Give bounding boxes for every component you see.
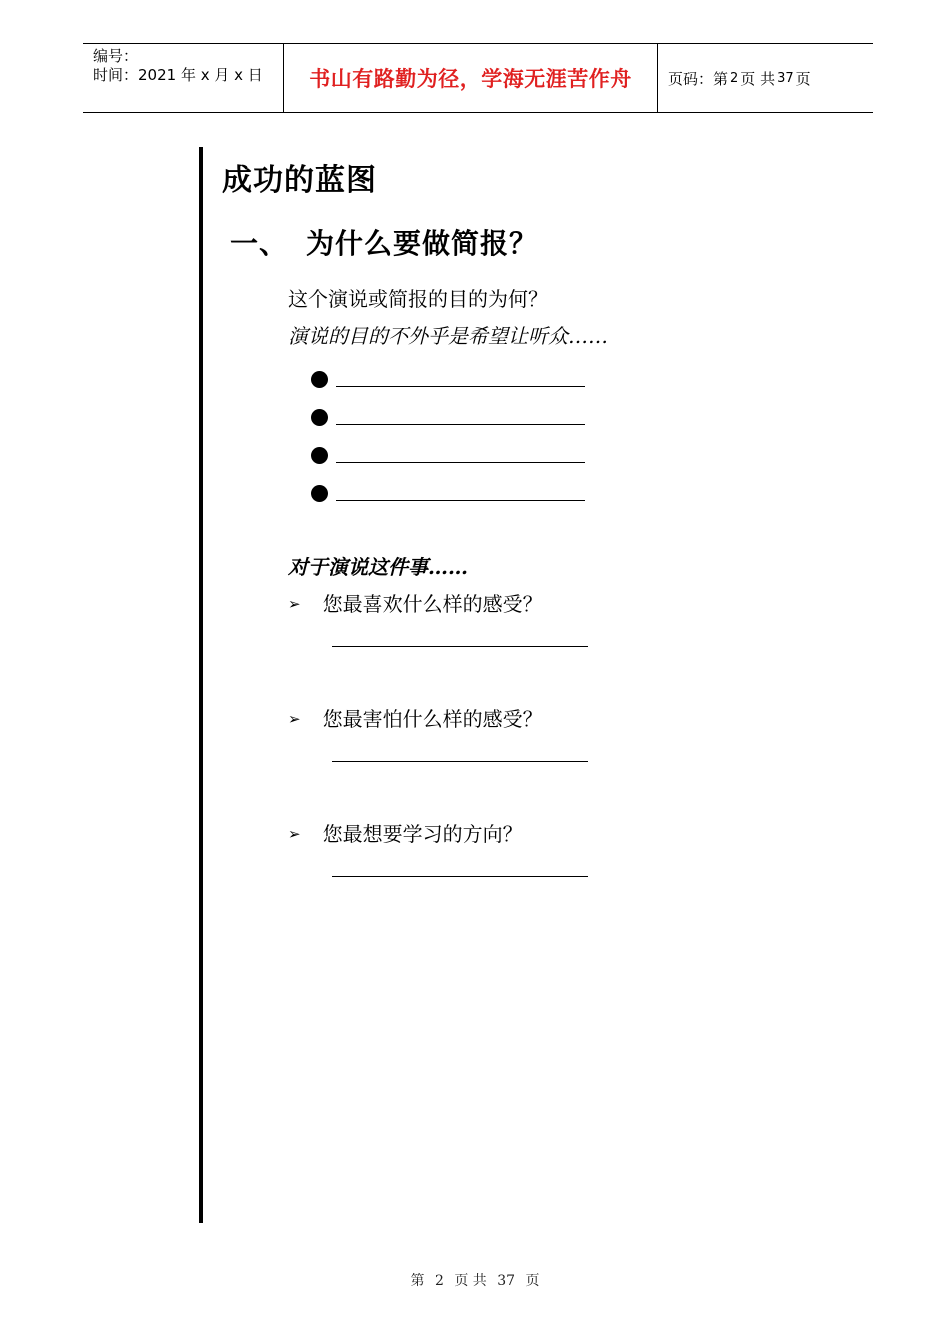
page-suffix: 页 <box>795 69 811 88</box>
answer-bullet-list <box>311 360 585 512</box>
purpose-prompt: 演说的目的不外乎是希望让听众…… <box>288 324 608 348</box>
bullet-dot-icon <box>311 371 328 388</box>
bullet-dot-icon <box>311 485 328 502</box>
header-meta <box>83 44 284 112</box>
footer-suffix: 页 <box>525 1273 540 1289</box>
question-text: 您最想要学习的方向？ <box>322 822 523 846</box>
left-margin-bar <box>199 147 203 1223</box>
footer-current: 2 <box>434 1273 444 1289</box>
arrow-bullet-icon: ➢ <box>288 710 301 728</box>
page-prefix: 页码：第 <box>668 69 729 88</box>
page-header <box>83 43 873 113</box>
answer-bullet <box>311 474 585 512</box>
footer-prefix: 第 <box>410 1273 425 1289</box>
answer-bullet <box>311 398 585 436</box>
arrow-bullet-icon: ➢ <box>288 825 301 843</box>
answer-blank-line[interactable] <box>332 761 588 762</box>
question-text: 您最喜欢什么样的感受？ <box>322 592 543 616</box>
answer-blank-line[interactable] <box>336 500 585 501</box>
header-motto <box>284 44 658 112</box>
number-label: 编号： <box>93 47 139 65</box>
motto-text: 书山有路勤为径，学海无涯苦作舟 <box>309 67 632 91</box>
section-number: 一、 <box>230 227 289 260</box>
section-heading <box>230 222 538 262</box>
page-footer <box>0 1270 950 1290</box>
answer-blank-line[interactable] <box>336 424 585 425</box>
answer-blank-line[interactable] <box>332 646 588 647</box>
arrow-bullet-icon: ➢ <box>288 595 301 613</box>
footer-total: 37 <box>497 1273 516 1289</box>
header-page-info <box>658 44 873 112</box>
answer-bullet <box>311 360 585 398</box>
question-item <box>288 703 543 732</box>
section-title: 为什么要做简报？ <box>306 227 539 260</box>
page-current: 2 <box>730 70 739 86</box>
answer-blank-line[interactable] <box>336 462 585 463</box>
purpose-question: 这个演说或简报的目的为何？ <box>288 287 548 311</box>
page-total: 37 <box>777 70 794 86</box>
page-title: 成功的蓝图 <box>222 163 377 198</box>
footer-mid: 页 共 <box>454 1273 487 1289</box>
question-item <box>288 588 543 617</box>
question-item <box>288 818 523 847</box>
page-mid: 页 共 <box>740 69 776 88</box>
bullet-dot-icon <box>311 447 328 464</box>
subheading: 对于演说这件事…… <box>288 555 468 579</box>
bullet-dot-icon <box>311 409 328 426</box>
answer-bullet <box>311 436 585 474</box>
answer-blank-line[interactable] <box>332 876 588 877</box>
answer-blank-line[interactable] <box>336 386 585 387</box>
question-text: 您最害怕什么样的感受？ <box>322 707 543 731</box>
time-label: 时间：2021 年 x 月 x 日 <box>93 66 263 84</box>
